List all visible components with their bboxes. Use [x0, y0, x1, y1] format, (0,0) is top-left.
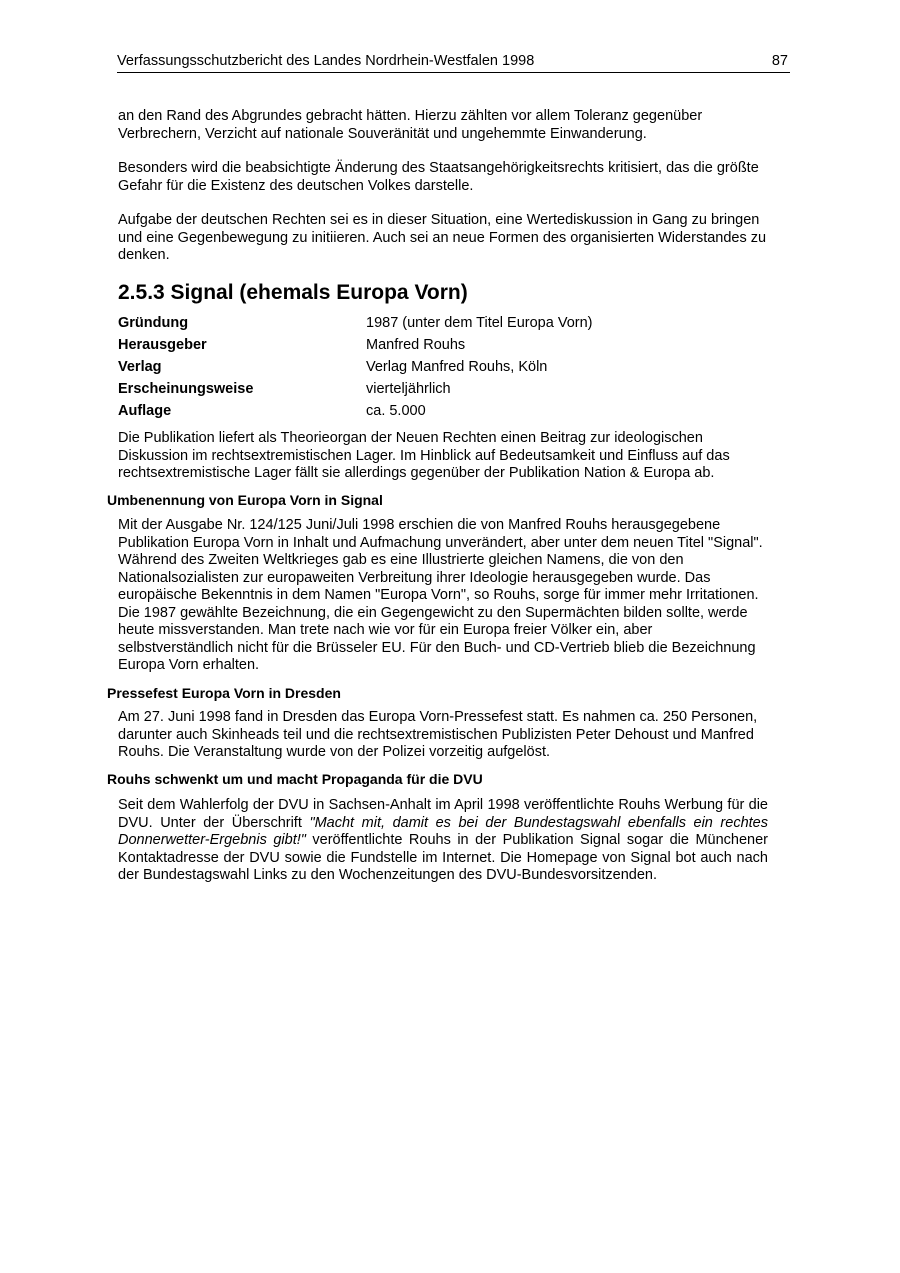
subheading-pressefest: Pressefest Europa Vorn in Dresden — [107, 685, 341, 701]
intro-paragraph-3: Aufgabe der deutschen Rechten sei es in dieser Situation, eine Wertediskussion in Gang zu bringen und eine Gegenbewegung zu initiieren. Auch sei an neue Formen des organisierten Widerstandes zu denken. — [118, 212, 767, 263]
fact-value: Manfred Rouhs — [366, 337, 466, 353]
dvu-quote: "Macht mit, damit es bei der Bundestagswahl ebenfalls ein rechtes Donnerwetter-Ergebnis gibt!" — [118, 814, 768, 848]
paragraph-pressefest: Am 27. Juni 1998 fand in Dresden das Europa Vorn-Pressefest statt. Es nahmen ca. 250 Personen, darunter auch Skinheads teil und die rechtsextremistischen Publizisten Peter Dehoust und Manfred Rouhs. Die Veranstaltung wurde von der Polizei vorzeitig aufgelöst. — [118, 709, 758, 760]
fact-key: Erscheinungsweise — [118, 381, 254, 397]
fact-row — [118, 334, 593, 356]
fact-key: Gründung — [118, 315, 189, 331]
intro-paragraph-2: Besonders wird die beabsichtigte Änderung des Staatsangehörigkeitsrechts kritisiert, das die größte Gefahr für die Existenz des deutschen Volkes darstelle. — [118, 160, 759, 194]
subheading-renaming: Umbenennung von Europa Vorn in Signal — [107, 492, 383, 508]
fact-value: Verlag Manfred Rouhs, Köln — [366, 359, 548, 375]
section-summary: Die Publikation liefert als Theorieorgan der Neuen Rechten einen Beitrag zur ideologischen Diskussion im rechtsextremistischen Lager. Im Hinblick auf Bedeutsamkeit und Einfluss auf das rechtsextremistische Lager fällt sie allerdings gegenüber der Publikation Nation & Europa ab. — [118, 430, 730, 481]
intro-text — [118, 108, 768, 282]
fact-key: Auflage — [118, 403, 172, 419]
page-number: 87 — [771, 53, 788, 69]
fact-row — [118, 378, 593, 400]
fact-row — [118, 312, 593, 334]
dvu-text-end: veröffentlichte Rouhs in der Publikation Signal sogar die Münchener Kontaktadresse der DVU sowie die Fundstelle im Internet. Die Homepage von Signal bot auch nach der Bundestagswahl Links zu den Wochenzeitungen des DVU-Bundesvorsitzenden. — [118, 832, 768, 883]
intro-paragraph-1: an den Rand des Abgrundes gebracht hätten. Hierzu zählten vor allem Toleranz gegenüber Verbrechern, Verzicht auf nationale Souveränität und ungehemmte Einwanderung. — [118, 108, 703, 142]
paragraph-renaming: Mit der Ausgabe Nr. 124/125 Juni/Juli 1998 erschien die von Manfred Rouhs herausgegebene Publikation Europa Vorn in Inhalt und Aufmachung unverändert, aber unter dem neuen Titel "Signal". Während des Zweiten Weltkrieges gab es eine Illustrierte gleichen Namens, die von den Nationalsozialisten zur europaweiten Verbreitung ihrer Ideologie herausgegeben wurde. Das europäische Bekenntnis in dem Namen "Europa Vorn", so Rouhs, sorge für immer mehr Irritationen. Die 1987 gewählte Bezeichnung, die ein Gegengewicht zu den Supermächten bilden sollte, werde heute missverstanden. Man trete nach wie vor für ein Europa freier Völker ein, aber selbstverständlich nicht für die Brüsseler EU. Für den Buch- und CD-Vertrieb blieb die Bezeichnung Europa Vorn erhalten. — [118, 517, 763, 673]
fact-row — [118, 356, 593, 378]
page-header — [117, 52, 790, 73]
paragraph-dvu — [118, 797, 768, 885]
subheading-dvu: Rouhs schwenkt um und macht Propaganda für die DVU — [107, 771, 483, 787]
fact-key: Herausgeber — [118, 337, 207, 353]
fact-value: vierteljährlich — [366, 381, 451, 397]
section-heading: 2.5.3 Signal (ehemals Europa Vorn) — [118, 281, 468, 304]
dvu-text-start: Seit dem Wahlerfolg der DVU in Sachsen-Anhalt im April 1998 veröffentlichte Rouhs Werbung für die DVU. Unter der Überschrift — [118, 797, 768, 831]
header-title: Verfassungsschutzbericht des Landes Nordrhein-Westfalen 1998 — [117, 53, 535, 69]
fact-value: 1987 (unter dem Titel Europa Vorn) — [366, 315, 593, 331]
fact-value: ca. 5.000 — [366, 403, 426, 419]
fact-row — [118, 400, 593, 422]
publication-facts-table — [118, 312, 593, 422]
fact-key: Verlag — [118, 359, 162, 375]
